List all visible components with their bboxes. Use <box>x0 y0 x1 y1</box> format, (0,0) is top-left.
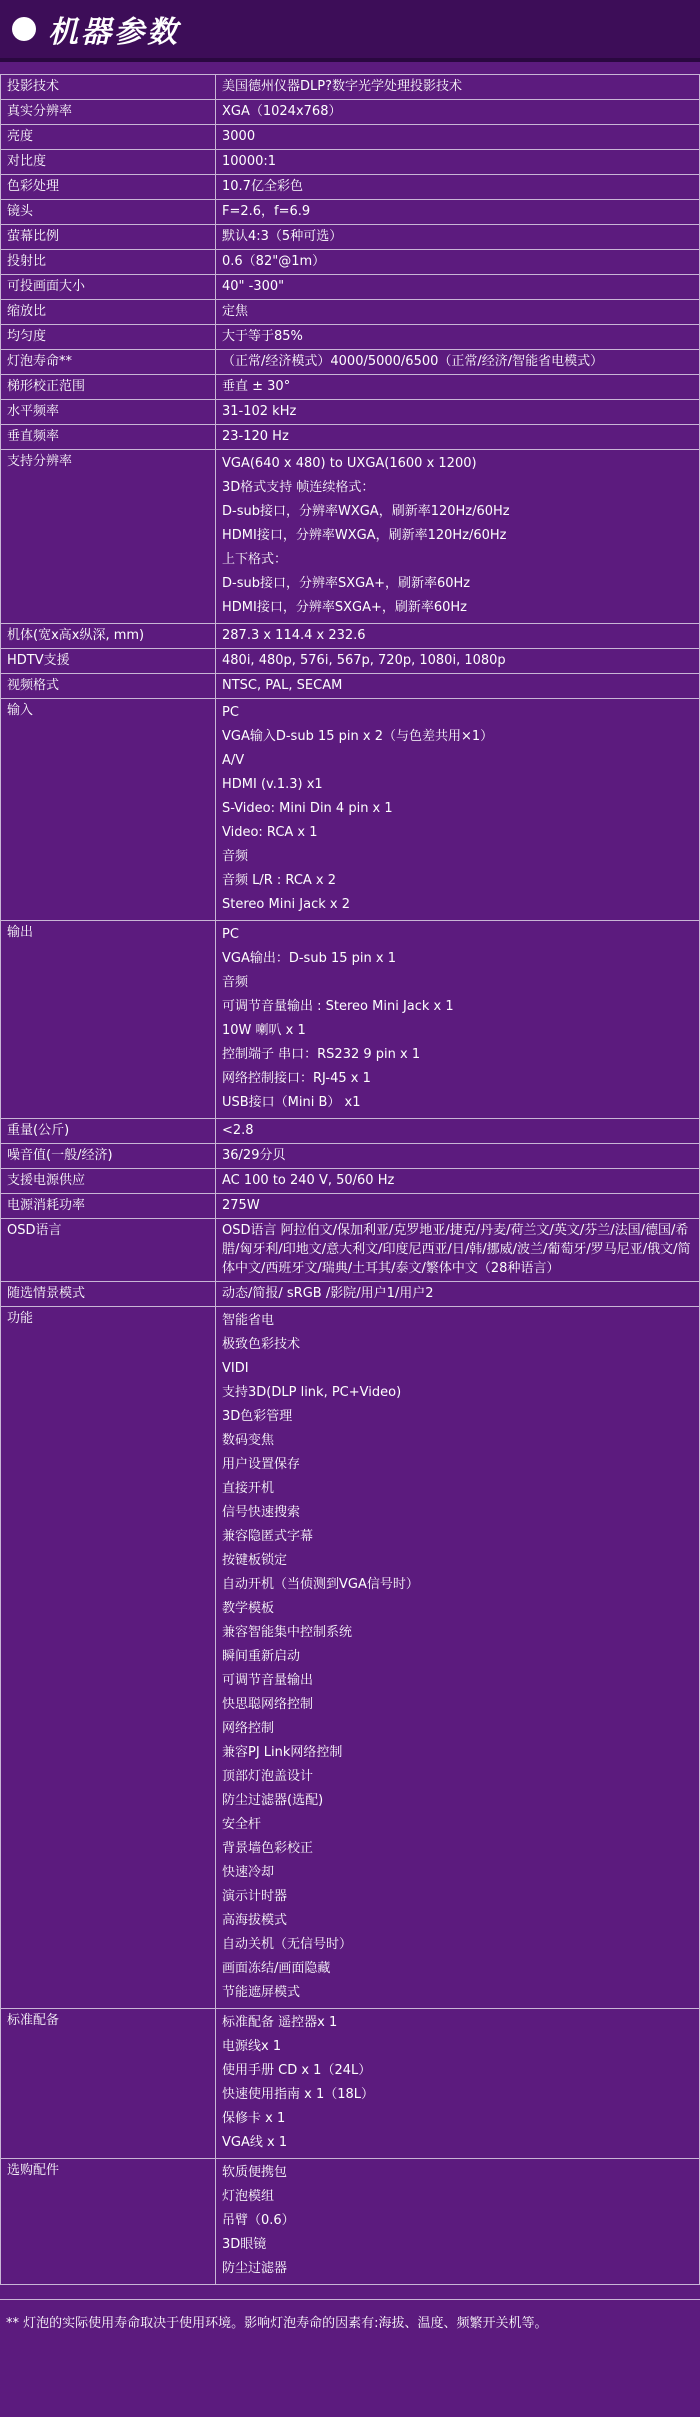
spec-row <box>1 275 700 300</box>
spec-row <box>1 1282 700 1307</box>
spec-value-line: 动态/简报/ sRGB /影院/用户1/用户2 <box>222 1286 434 1301</box>
spec-label: 随选情景模式 <box>1 1282 216 1307</box>
spec-value <box>216 1219 700 1282</box>
spec-value-line: <2.8 <box>222 1123 254 1138</box>
spec-row <box>1 624 700 649</box>
spec-value-line: 3D色彩管理 <box>222 1409 293 1424</box>
section-header <box>0 0 700 62</box>
spec-row <box>1 425 700 450</box>
spec-label: 视频格式 <box>1 674 216 699</box>
spec-row <box>1 125 700 150</box>
spec-table <box>0 74 700 2285</box>
spec-value-line: HDMI (v.1.3) x1 <box>222 777 323 792</box>
spec-value-line: 可调节音量输出 : Stereo Mini Jack x 1 <box>222 999 454 1014</box>
spec-value-line: 定焦 <box>222 304 249 319</box>
spec-label: 支持分辨率 <box>1 450 216 624</box>
spec-row <box>1 300 700 325</box>
spec-value-line: 3D眼镜 <box>222 2237 267 2252</box>
spec-value <box>216 450 700 624</box>
spec-row <box>1 250 700 275</box>
spec-row <box>1 674 700 699</box>
spec-value-line: USB接口（Mini B） x1 <box>222 1095 361 1110</box>
spec-label: 功能 <box>1 1307 216 2009</box>
spec-value-line: 10000:1 <box>222 154 277 169</box>
spec-value <box>216 325 700 350</box>
spec-label: HDTV支援 <box>1 649 216 674</box>
spec-value-line: NTSC, PAL, SECAM <box>222 678 343 693</box>
spec-value-line: 275W <box>222 1198 260 1213</box>
spec-value-line: Video: RCA x 1 <box>222 825 318 840</box>
footnote: ** 灯泡的实际使用寿命取决于使用环境。影响灯泡寿命的因素有:海拔、温度、频繁开关机等。 <box>0 2299 700 2343</box>
spec-label: 水平频率 <box>1 400 216 425</box>
spec-value-line: HDMI接口，分辨率SXGA+，刷新率60Hz <box>222 600 467 615</box>
spec-value <box>216 275 700 300</box>
spec-value-line: 吊臂（0.6） <box>222 2213 295 2228</box>
spec-label: 噪音值(一般/经济) <box>1 1144 216 1169</box>
spec-label: 重量(公斤) <box>1 1119 216 1144</box>
spec-value <box>216 1194 700 1219</box>
spec-value-line: 23-120 Hz <box>222 429 289 444</box>
spec-value-line: VIDI <box>222 1361 249 1376</box>
spec-value-line: 支持3D(DLP link, PC+Video) <box>222 1385 402 1400</box>
spec-row <box>1 200 700 225</box>
spec-label: 选购配件 <box>1 2159 216 2285</box>
spec-row <box>1 375 700 400</box>
spec-value-line: 数码变焦 <box>222 1433 275 1448</box>
spec-value-line: D-sub接口，分辨率SXGA+，刷新率60Hz <box>222 576 471 591</box>
spec-value <box>216 225 700 250</box>
spec-value-line: 36/29分贝 <box>222 1148 286 1163</box>
spec-label: 镜头 <box>1 200 216 225</box>
spec-value <box>216 1282 700 1307</box>
spec-value-line: 控制端子 串口：RS232 9 pin x 1 <box>222 1047 421 1062</box>
spec-value-line: 瞬间重新启动 <box>222 1649 301 1664</box>
spec-value-line: PC <box>222 927 239 942</box>
spec-row <box>1 2009 700 2159</box>
spec-label: 输入 <box>1 699 216 921</box>
spec-value-line: 演示计时器 <box>222 1889 288 1904</box>
spec-value-line: 快思聪网络控制 <box>222 1697 314 1712</box>
spec-value <box>216 175 700 200</box>
spec-row <box>1 1119 700 1144</box>
spec-value-line: 287.3 x 114.4 x 232.6 <box>222 628 366 643</box>
spec-value-line: 可调节音量输出 <box>222 1673 314 1688</box>
spec-row <box>1 100 700 125</box>
spec-row <box>1 2159 700 2285</box>
spec-value <box>216 75 700 100</box>
spec-value-line: 节能遮屏模式 <box>222 1985 301 2000</box>
spec-label: 亮度 <box>1 125 216 150</box>
spec-label: 标准配备 <box>1 2009 216 2159</box>
spec-value-line: 兼容PJ Link网络控制 <box>222 1745 343 1760</box>
spec-row <box>1 1194 700 1219</box>
spec-value <box>216 200 700 225</box>
spec-value <box>216 649 700 674</box>
spec-value-line: 默认4:3（5种可选） <box>222 229 343 244</box>
spec-value-line: 0.6（82"@1m） <box>222 254 326 269</box>
spec-row <box>1 450 700 624</box>
spec-label: 梯形校正范围 <box>1 375 216 400</box>
spec-value-line: 画面冻结/画面隐藏 <box>222 1961 331 1976</box>
spec-label: 电源消耗功率 <box>1 1194 216 1219</box>
spec-label: 投射比 <box>1 250 216 275</box>
spec-value-line: 按键板锁定 <box>222 1553 288 1568</box>
spec-value-line: 垂直 ± 30° <box>222 379 291 394</box>
spec-label: 投影技术 <box>1 75 216 100</box>
spec-value-line: VGA线 x 1 <box>222 2135 288 2150</box>
spec-value <box>216 674 700 699</box>
spec-value <box>216 400 700 425</box>
spec-value-line: 31-102 kHz <box>222 404 297 419</box>
spec-row <box>1 1169 700 1194</box>
spec-row <box>1 649 700 674</box>
spec-value-line: A/V <box>222 753 245 768</box>
spec-row <box>1 1219 700 1282</box>
spec-value <box>216 2009 700 2159</box>
spec-value <box>216 1169 700 1194</box>
spec-value-line: 兼容智能集中控制系统 <box>222 1625 353 1640</box>
spec-value-line: 高海拔模式 <box>222 1913 288 1928</box>
spec-row <box>1 1144 700 1169</box>
spec-value <box>216 699 700 921</box>
spec-value-line: F=2.6，f=6.9 <box>222 204 311 219</box>
spec-value-line: 保修卡 x 1 <box>222 2111 286 2126</box>
spec-value-line: Stereo Mini Jack x 2 <box>222 897 351 912</box>
spec-value-line: 顶部灯泡盖设计 <box>222 1769 314 1784</box>
spec-value <box>216 300 700 325</box>
spec-value-line: 信号快速搜索 <box>222 1505 301 1520</box>
spec-value-line: 背景墙色彩校正 <box>222 1841 314 1856</box>
spec-value <box>216 150 700 175</box>
spec-value <box>216 375 700 400</box>
spec-label: 垂直频率 <box>1 425 216 450</box>
spec-value-line: 兼容隐匿式字幕 <box>222 1529 314 1544</box>
spec-label: 支援电源供应 <box>1 1169 216 1194</box>
spec-value-line: 3D格式支持 帧连续格式： <box>222 480 375 495</box>
spec-value-line: 大于等于85% <box>222 329 303 344</box>
spec-value-line: HDMI接口，分辨率WXGA，刷新率120Hz/60Hz <box>222 528 507 543</box>
spec-value <box>216 350 700 375</box>
spec-value-line: 极致色彩技术 <box>222 1337 301 1352</box>
spec-value-line: AC 100 to 240 V, 50/60 Hz <box>222 1173 395 1188</box>
spec-label: 真实分辨率 <box>1 100 216 125</box>
spec-value <box>216 624 700 649</box>
spec-value-line: 直接开机 <box>222 1481 275 1496</box>
spec-row <box>1 350 700 375</box>
spec-label: 均匀度 <box>1 325 216 350</box>
spec-row <box>1 175 700 200</box>
spec-value <box>216 1307 700 2009</box>
spec-label: 萤幕比例 <box>1 225 216 250</box>
spec-value-line: OSD语言 阿拉伯文/保加利亚/克罗地亚/捷克/丹麦/荷兰文/英文/芬兰/法国/德国/希腊/匈牙利/印地文/意大利文/印度尼西亚/日/韩/挪威/波兰/葡萄牙/罗马尼亚/俄文/简体中文/西班牙文/瑞典/土耳其/泰文/繁体中文（28种语言） <box>222 1223 691 1276</box>
spec-row <box>1 225 700 250</box>
spec-value-line: 教学模板 <box>222 1601 275 1616</box>
spec-label: 输出 <box>1 921 216 1119</box>
spec-row <box>1 75 700 100</box>
spec-value-line: 用户设置保存 <box>222 1457 301 1472</box>
spec-value-line: 480i, 480p, 576i, 567p, 720p, 1080i, 1080p <box>222 653 506 668</box>
spec-label: 对比度 <box>1 150 216 175</box>
spec-value <box>216 125 700 150</box>
spec-label: 可投画面大小 <box>1 275 216 300</box>
spec-label: 机体(宽x高x纵深, mm) <box>1 624 216 649</box>
spec-row <box>1 150 700 175</box>
spec-value-line: XGA（1024x768） <box>222 104 342 119</box>
spec-value-line: 智能省电 <box>222 1313 275 1328</box>
spec-value-line: 安全杆 <box>222 1817 262 1832</box>
spec-value-line: VGA输入D-sub 15 pin x 2（与色差共用×1） <box>222 729 494 744</box>
spec-row <box>1 699 700 921</box>
spec-label: 色彩处理 <box>1 175 216 200</box>
spec-value-line: 网络控制接口：RJ-45 x 1 <box>222 1071 371 1086</box>
spec-value <box>216 425 700 450</box>
spec-value-line: 10.7亿全彩色 <box>222 179 303 194</box>
spec-value-line: 快速使用指南 x 1（18L） <box>222 2087 375 2102</box>
spec-value-line: 使用手册 CD x 1（24L） <box>222 2063 372 2078</box>
spec-value-line: 音频 <box>222 975 249 990</box>
spec-value-line: VGA输出：D-sub 15 pin x 1 <box>222 951 396 966</box>
spec-value <box>216 1144 700 1169</box>
spec-value-line: 软质便携包 <box>222 2165 288 2180</box>
spec-value <box>216 1119 700 1144</box>
page-title: 机器参数 <box>48 15 180 50</box>
spec-value-line: 上下格式： <box>222 552 288 567</box>
spec-value-line: 防尘过滤器 <box>222 2261 288 2276</box>
spec-value-line: 美国德州仪器DLP?数字光学处理投影技术 <box>222 79 462 94</box>
spec-row <box>1 1307 700 2009</box>
spec-value-line: 快速冷却 <box>222 1865 275 1880</box>
spec-value-line: 40" -300" <box>222 279 285 294</box>
spec-label: 灯泡寿命** <box>1 350 216 375</box>
spec-label: 缩放比 <box>1 300 216 325</box>
spec-value-line: S-Video: Mini Din 4 pin x 1 <box>222 801 393 816</box>
spec-value-line: D-sub接口，分辨率WXGA，刷新率120Hz/60Hz <box>222 504 510 519</box>
spec-value-line: 网络控制 <box>222 1721 275 1736</box>
spec-value-line: 灯泡模组 <box>222 2189 275 2204</box>
spec-value <box>216 921 700 1119</box>
spec-row <box>1 921 700 1119</box>
spec-label: OSD语言 <box>1 1219 216 1282</box>
spec-value-line: 电源线x 1 <box>222 2039 282 2054</box>
spec-row <box>1 325 700 350</box>
spec-value-line: PC <box>222 705 239 720</box>
spec-row <box>1 400 700 425</box>
spec-value-line: 自动开机（当侦测到VGA信号时） <box>222 1577 419 1592</box>
spec-value <box>216 250 700 275</box>
spec-value-line: 音频 <box>222 849 249 864</box>
spec-value-line: VGA(640 x 480) to UXGA(1600 x 1200) <box>222 456 477 471</box>
spec-value-line: 10W 喇叭 x 1 <box>222 1023 306 1038</box>
spec-value <box>216 2159 700 2285</box>
spec-value-line: 3000 <box>222 129 256 144</box>
bullet-icon <box>12 17 36 41</box>
spec-value-line: 自动关机（无信号时） <box>222 1937 353 1952</box>
spec-value-line: 音频 L/R : RCA x 2 <box>222 873 337 888</box>
spec-value-line: （正常/经济模式）4000/5000/6500（正常/经济/智能省电模式） <box>222 354 604 369</box>
spec-value-line: 标准配备 遥控器x 1 <box>222 2015 338 2030</box>
spec-value-line: 防尘过滤器(选配) <box>222 1793 324 1808</box>
spec-value <box>216 100 700 125</box>
